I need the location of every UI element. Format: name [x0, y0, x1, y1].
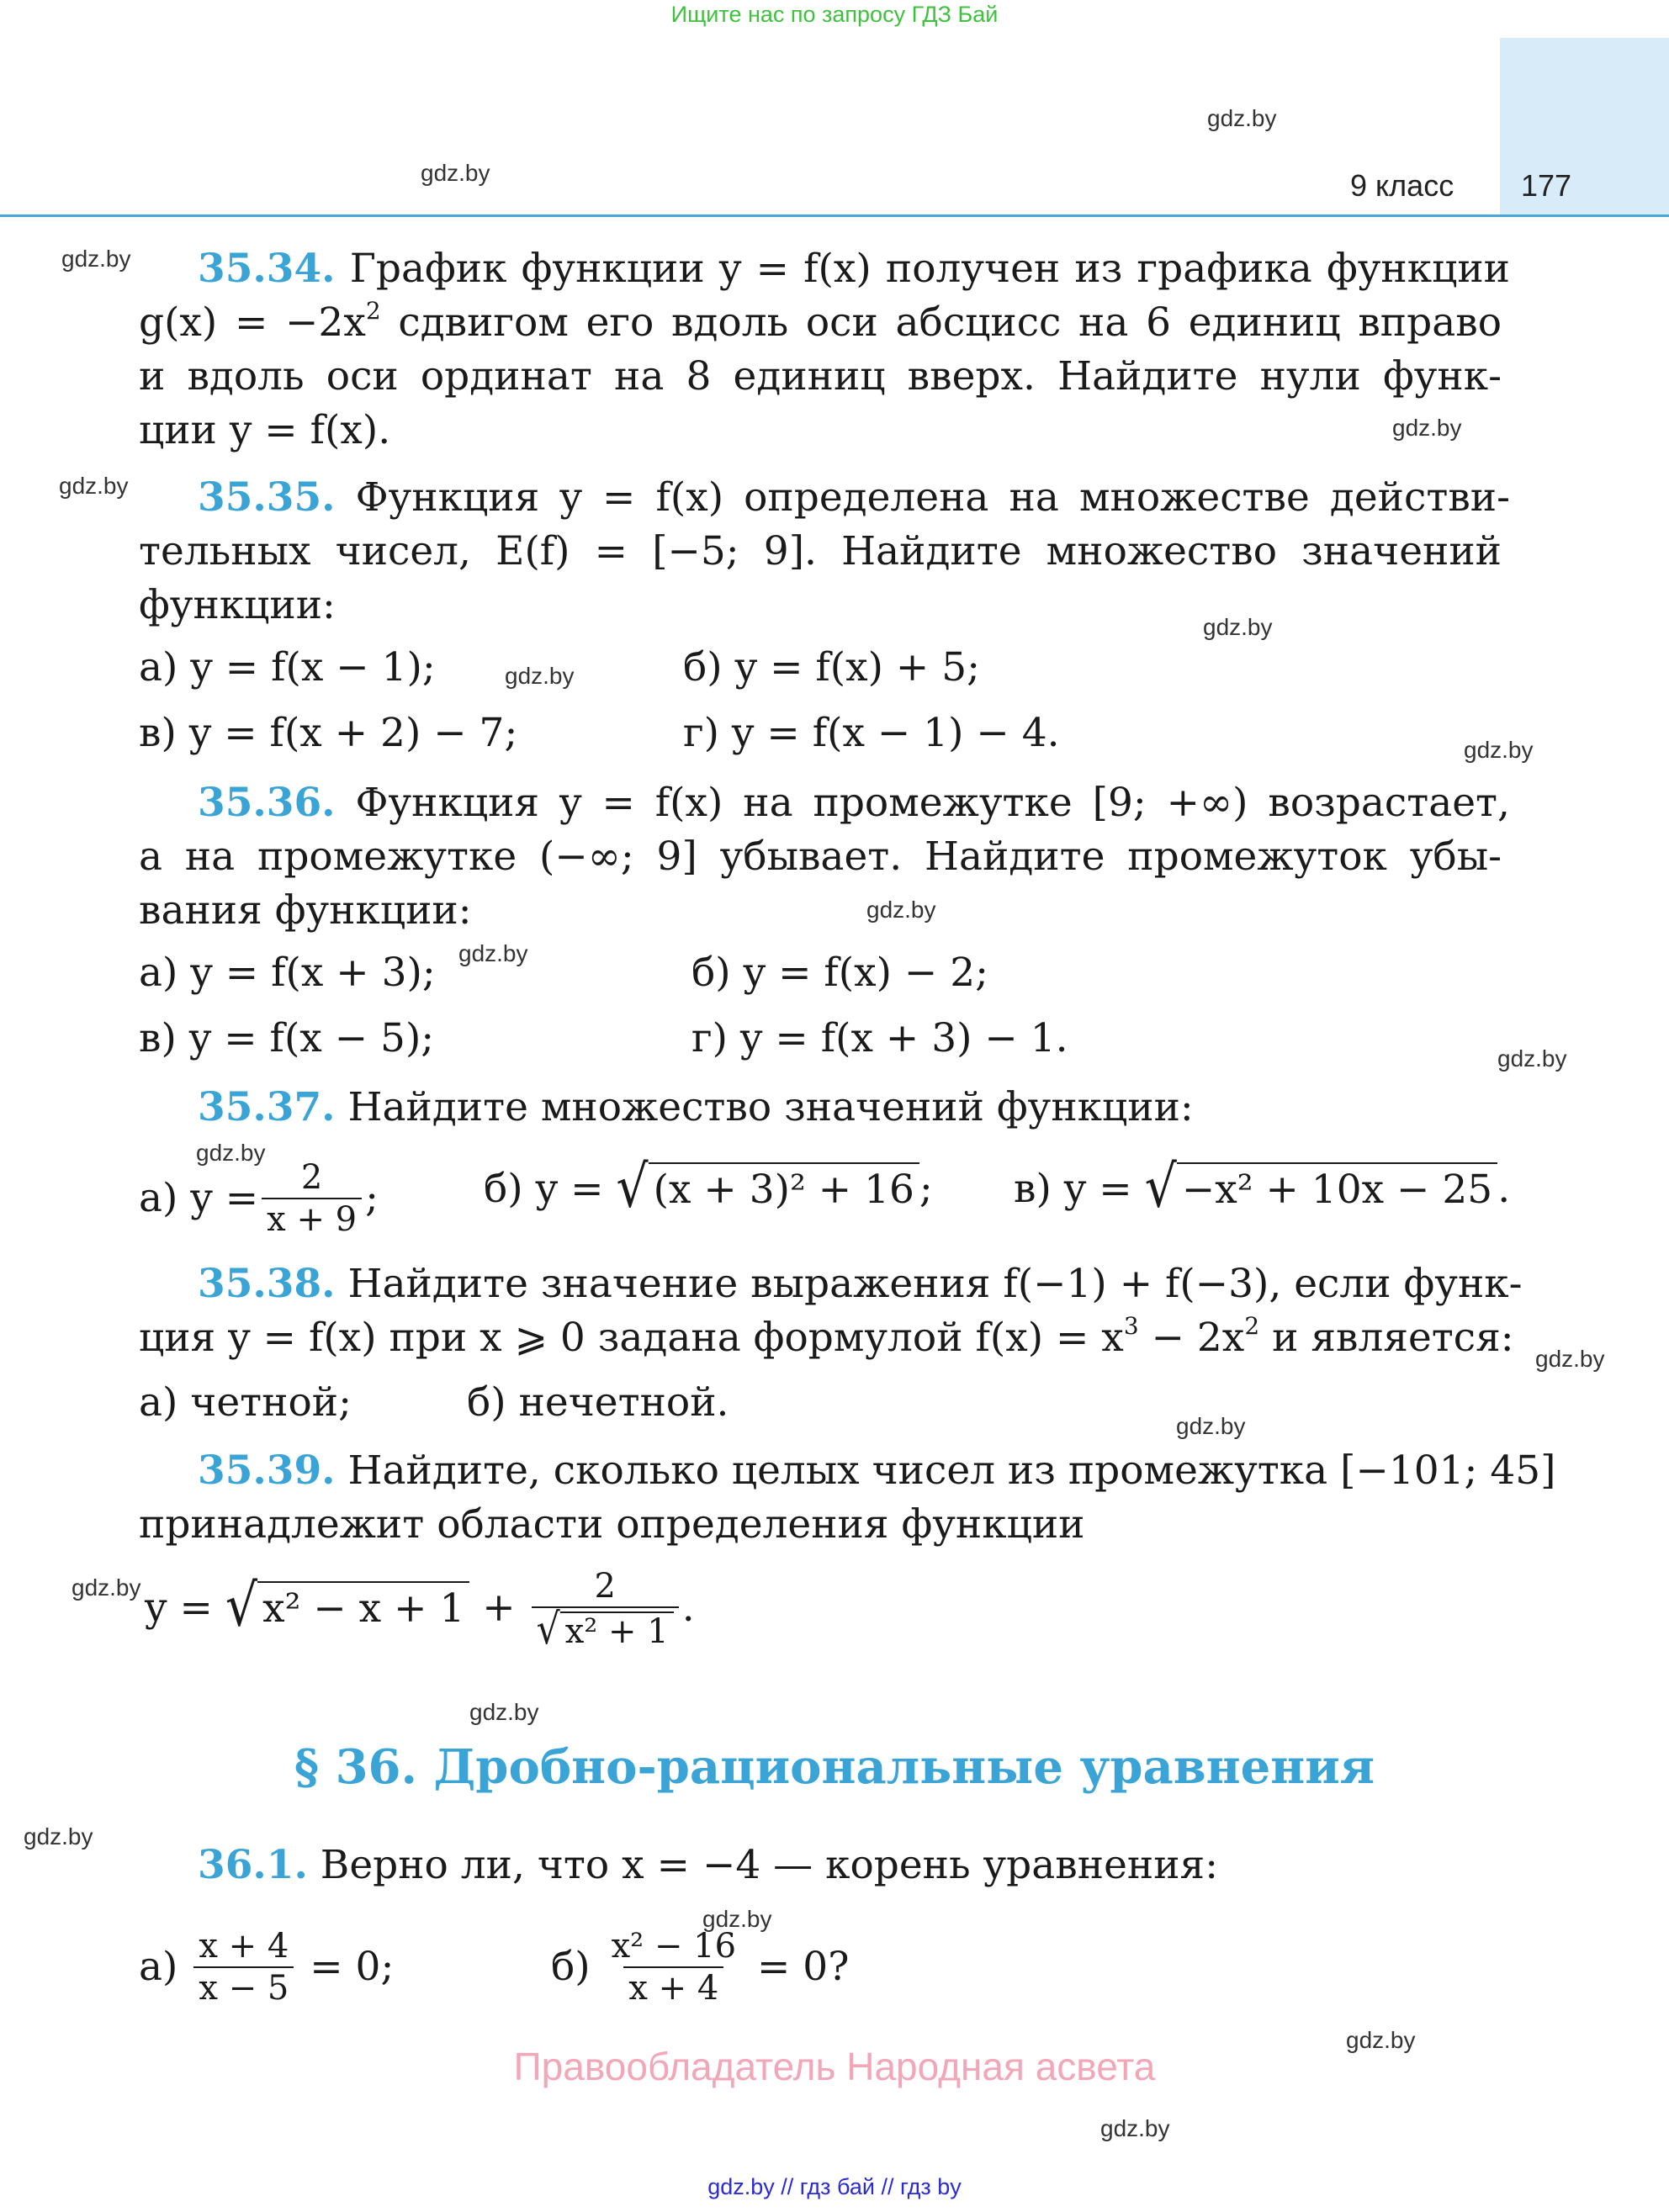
problem-35-36-line-2: а на промежутке (−∞; 9] убывает. Найдите промежуток убы- [139, 833, 1502, 880]
problem-35-36-line-1: 35.36. Функция y = f(x) на промежутке [9; +∞) возрастает, [198, 780, 1510, 826]
watermark: gdz.by [59, 473, 129, 499]
watermark: gdz.by [1100, 2115, 1170, 2141]
watermark: gdz.by [72, 1574, 141, 1601]
watermark: gdz.by [469, 1699, 539, 1725]
problem-35-39-line-2: принадлежит области определения функции [139, 1501, 1085, 1548]
fraction: $\frac{x + 4}{x - 5}$ [193, 1926, 294, 2008]
watermark: gdz.by [1535, 1346, 1605, 1372]
copyright-notice: Правообладатель Народная асвета [513, 2045, 1156, 2088]
watermark: gdz.by [1203, 614, 1273, 640]
watermark: gdz.by [24, 1823, 93, 1850]
fraction: 2 √ x² + 1 [532, 1566, 679, 1650]
square-root: √ x² + 1 [537, 1611, 674, 1650]
page-number: 177 [1521, 168, 1572, 203]
top-banner: Ищите нас по запросу ГДЗ Бай [670, 2, 999, 27]
problem-35-35-option-v: в) y = f(x + 2) − 7; [139, 710, 518, 756]
problem-35-34-line-2: $g(x) = -2x^2$ сдвигом его вдоль оси абсцисс на 6 единиц вправо [139, 297, 1502, 346]
problem-35-35-option-g: г) y = f(x − 1) − 4. [683, 710, 1060, 756]
watermark: gdz.by [458, 940, 528, 966]
watermark: gdz.by [1207, 105, 1277, 131]
problem-35-36-option-g: г) y = f(x + 3) − 1. [691, 1015, 1068, 1061]
square-root: √ −x² + 10x − 25 [1145, 1162, 1498, 1216]
problem-35-35-option-a: а) y = f(x − 1); [139, 644, 436, 691]
problem-35-37-option-v: в) y = √ −x² + 10x − 25 . [1014, 1153, 1511, 1221]
watermark: gdz.by [866, 897, 936, 923]
problem-36-1-option-a: а) $\frac{x + 4}{x - 5}$ = 0; [139, 1927, 395, 2008]
footer-links[interactable]: gdz.by // гдз бай // гдз by [707, 2174, 962, 2199]
problem-36-1-line-1: 36.1. Верно ли, что x = −4 — корень уравнения: [198, 1842, 1219, 1888]
watermark: gdz.by [702, 1906, 772, 1932]
watermark: gdz.by [421, 160, 490, 186]
problem-35-34-line-1: 35.34. График функции y = f(x) получен из графика функции [198, 246, 1510, 292]
watermark: gdz.by [1497, 1045, 1567, 1072]
problem-35-35-line-2: тельных чисел, E(f) = [−5; 9]. Найдите множество значений [139, 528, 1502, 574]
watermark: gdz.by [505, 663, 575, 689]
watermark: gdz.by [1176, 1413, 1246, 1439]
header-rule [0, 214, 1669, 217]
fraction: $\frac{\text{x² − 16}}{x + 4}$ [611, 1927, 737, 2008]
problem-35-37-option-a: а) y = $\frac{2}{x + 9}$ ; [139, 1158, 379, 1239]
problem-35-39-line-1: 35.39. Найдите, сколько целых чисел из промежутка [−101; 45] [198, 1447, 1556, 1494]
problem-36-1-option-b: б) $\frac{\text{x² − 16}}{x + 4}$ = 0? [551, 1927, 850, 2008]
problem-35-38-line-2: ция y = f(x) при x ⩾ 0 задана формулой $f(x) = x^3 - 2x^2$ и является: [139, 1312, 1514, 1361]
problem-35-38-option-b: б) нечетной. [467, 1379, 729, 1426]
problem-35-34-line-3: и вдоль оси ординат на 8 единиц вверх. Найдите нули функ- [139, 353, 1502, 400]
problem-35-36-option-v: в) y = f(x − 5); [139, 1015, 435, 1061]
problem-35-36-line-3: вания функции: [139, 887, 472, 934]
problem-35-37-option-b: б) y = √ (x + 3)² + 16 ; [484, 1153, 933, 1221]
problem-35-39-formula: y = √ x² − x + 1 + 2 √ x² + 1 . [145, 1567, 695, 1654]
problem-35-37-line-1: 35.37. Найдите множество значений функции: [198, 1084, 1194, 1130]
problem-35-38-line-1: 35.38. Найдите значение выражения f(−1) + f(−3), если функ- [198, 1261, 1523, 1307]
problem-35-34-line-4: ции y = f(x). [139, 407, 391, 453]
square-root: √ x² − x + 1 [225, 1581, 470, 1635]
problem-35-35-line-3: функции: [139, 582, 336, 628]
problem-35-38-option-a: а) четной; [139, 1379, 352, 1426]
grade-label: 9 класс [1350, 168, 1454, 203]
watermark: gdz.by [196, 1140, 266, 1166]
section-title: § 36. Дробно-рациональные уравнения [294, 1739, 1375, 1795]
problem-35-35-line-1: 35.35. Функция y = f(x) определена на множестве действи- [198, 474, 1510, 521]
watermark: gdz.by [1346, 2027, 1416, 2053]
fraction: $\frac{2}{x + 9}$ [262, 1157, 362, 1240]
problem-35-36-option-a: а) y = f(x + 3); [139, 950, 436, 996]
square-root: √ (x + 3)² + 16 [616, 1162, 919, 1216]
problem-35-36-option-b: б) y = f(x) − 2; [691, 950, 988, 996]
watermark: gdz.by [1392, 415, 1462, 441]
watermark: gdz.by [1464, 737, 1534, 763]
watermark: gdz.by [61, 246, 131, 272]
problem-35-35-option-b: б) y = f(x) + 5; [683, 644, 980, 691]
